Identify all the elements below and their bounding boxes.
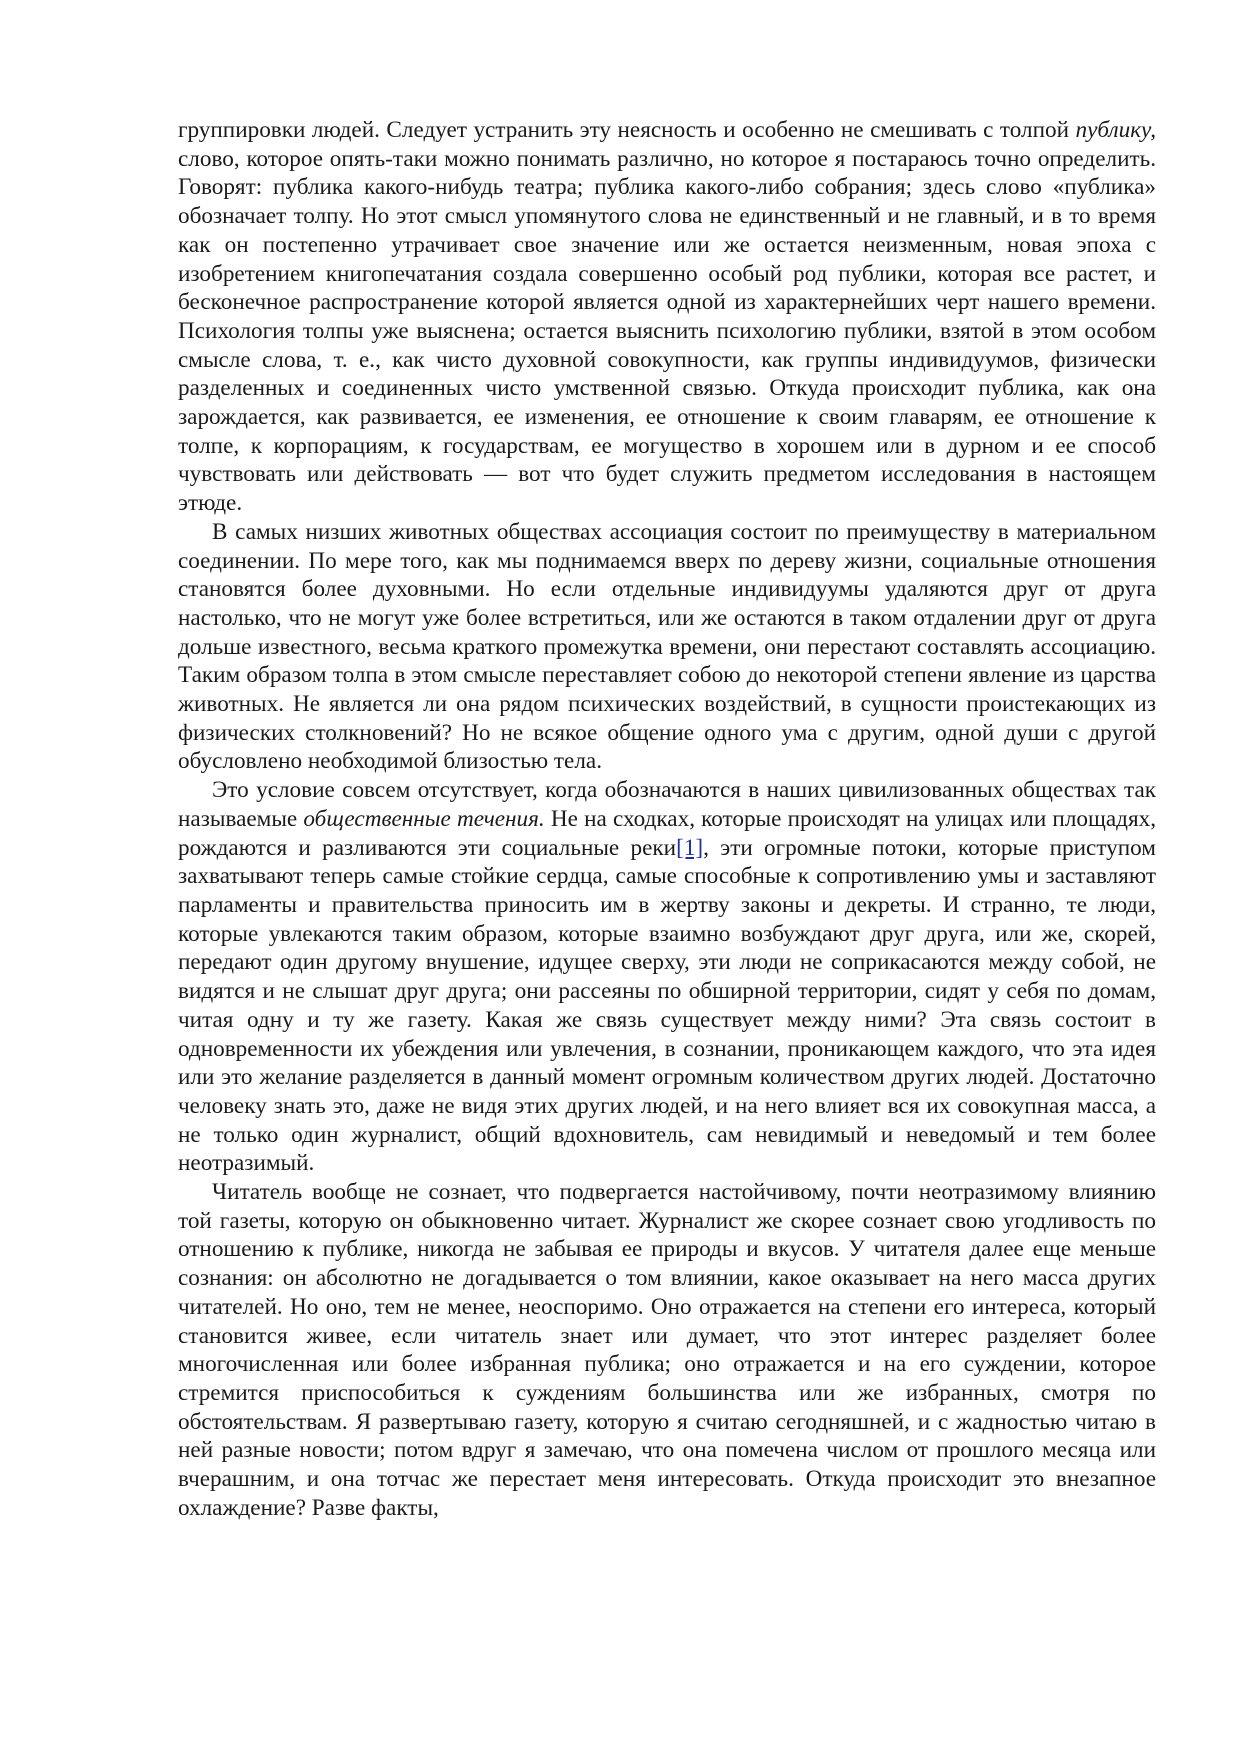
paragraph-3 bbox=[178, 776, 1156, 1178]
emphasis-obshchestvennye-techeniya: общественные течения. bbox=[303, 805, 545, 832]
paragraph-1-text-b: слово, которое опять-таки можно понимать различно, но которое я постараюсь точно определить. Говорят: публика какого-нибудь театра; публика какого-либо собрания; здесь слово «публика» обозначает толпу. Но этот смысл упомянутого слова не единственный и не главный, и в то время как он постепенно утрачивает свое значение или же остается неизменным, новая эпоха с изобретением книгопечатания создала совершенно особый род публики, которая все растет, и бесконечное распространение которой является одной из характернейших черт нашего времени. Психология толпы уже выяснена; остается выяснить психологию публики, взятой в этом особом смысле слова, т. е., как чисто духовной совокупности, как группы индивидуумов, физически разделенных и соединенных чисто умственной связью. Откуда происходит публика, как она зарождается, как развивается, ее изменения, ее отношение к своим главарям, ее отношение к толпе, к корпорациям, к государствам, ее могущество в хорошем или в дурном и ее способ чувствовать или действовать — вот что будет служить предметом исследования в настоящем этюде. bbox=[178, 145, 1156, 517]
paragraph-1 bbox=[178, 116, 1156, 518]
document-page bbox=[178, 116, 1156, 1522]
paragraph-3-text-a: Это условие совсем отсутствует, когда обозначаются в наших цивилизованных обществах так называемые bbox=[178, 777, 1156, 832]
paragraph-1-text-a: группировки людей. Следует устранить эту неясность и особенно не смешивать с толпой bbox=[178, 117, 1076, 143]
paragraph-3-text-c: , эти огромные потоки, которые приступом захватывают теперь самые стойкие сердца, самые способные к сопротивлению умы и заставляют парламенты и правительства приносить им в жертву законы и декреты. И странно, те люди, которые увлекаются таким образом, которые взаимно возбуждают друг друга, или же, скорей, передают один другому внушение, идущее сверху, эти люди не соприкасаются между собой, не видятся и не слышат друг друга; они рассеяны по обширной территории, сидят у себя по домам, читая одну и ту же газету. Какая же связь существует между ними? Эта связь состоит в одновременности их убеждения или увлечения, в сознании, проникающем каждого, что эта идея или это желание разделяется в данный момент огромным количеством других людей. Достаточно человеку знать это, даже не видя этих других людей, и на него влияет вся их совокупная масса, а не только один журналист, общий вдохновитель, сам невидимый и неведомый и тем более неотразимый. bbox=[178, 834, 1156, 1177]
paragraph-3-text-b: Не на сходках, которые происходят на улицах или площадях, рождаются и разливаются эти социальные реки bbox=[178, 805, 1157, 861]
paragraph-2: В самых низших животных обществах ассоциация состоит по преимуществу в материальном соединении. По мере того, как мы поднимаемся вверх по дереву жизни, социальные отношения становятся более духовными. Но если отдельные индивидуумы удаляются друг от друга настолько, что не могут уже более встретиться, или же остаются в таком отдалении друг от друга дольше известного, весьма краткого промежутка времени, они перестают составлять ассоциацию. Таким образом толпа в этом смысле переставляет собою до некоторой степени явление из царства животных. Не является ли она рядом психических воздействий, в сущности проистекающих из физических столкновений? Но не всякое общение одного ума с другим, одной души с другой обусловлено необходимой близостью тела. bbox=[178, 518, 1156, 775]
paragraph-4: Читатель вообще не сознает, что подвергается настойчивому, почти неотразимому влиянию той газеты, которую он обыкновенно читает. Журналист же скорее сознает свою угодливость по отношению к публике, никогда не забывая ее природы и вкусов. У читателя далее еще меньше сознания: он абсолютно не догадывается о том влиянии, какое оказывает на него масса других читателей. Но оно, тем не менее, неоспоримо. Оно отражается на степени его интереса, который становится живее, если читатель знает или думает, что этот интерес разделяет более многочисленная или более избранная публика; оно отражается и на его суждении, которое стремится приспособиться к суждениям большинства или же избранных, смотря по обстоятельствам. Я развертываю газету, которую я считаю сегодняшней, и с жадностью читаю в ней разные новости; потом вдруг я замечаю, что она помечена числом от прошлого месяца или вчерашним, и она тотчас же перестает меня интересовать. Откуда происходит это внезапное охлаждение? Разве факты, bbox=[178, 1179, 1156, 1521]
footnote-link-1[interactable]: [1] bbox=[676, 834, 704, 861]
emphasis-publiku: публику, bbox=[1075, 117, 1156, 143]
